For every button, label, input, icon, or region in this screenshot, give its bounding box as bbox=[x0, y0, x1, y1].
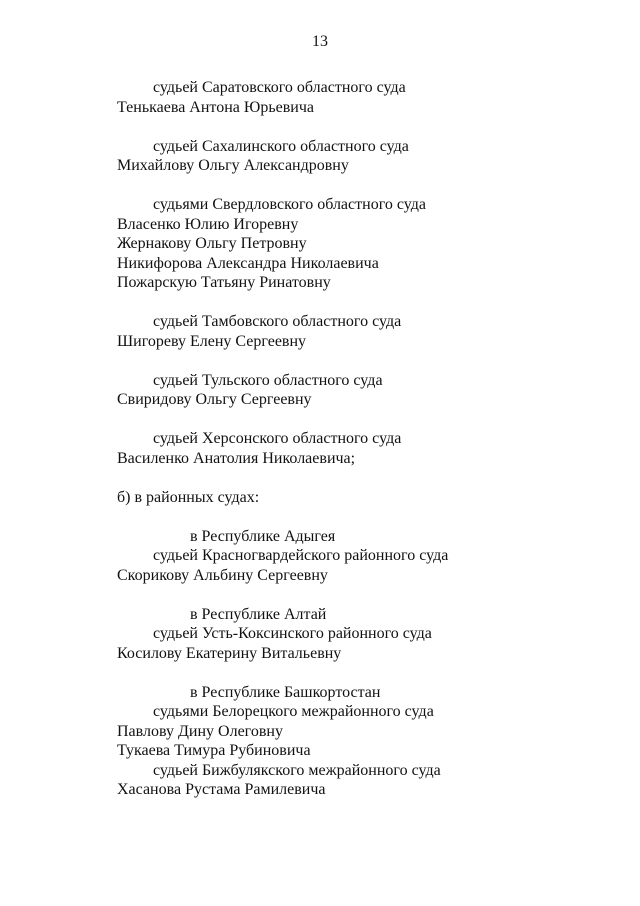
paragraph-gap bbox=[117, 468, 617, 488]
court-position-line: судьей Саратовского областного суда bbox=[153, 79, 406, 96]
section-heading: б) в районных судах: bbox=[117, 488, 260, 506]
judge-name-line: Жернакову Ольгу Петровну bbox=[117, 235, 307, 252]
paragraph-gap bbox=[117, 176, 617, 196]
court-position-line: судьями Свердловского областного суда bbox=[153, 196, 426, 213]
judge-name-line: Тукаева Тимура Рубиновича bbox=[117, 742, 311, 759]
paragraph-gap bbox=[117, 410, 617, 430]
paragraph-gap bbox=[117, 293, 617, 313]
judge-name-line: Скорикову Альбину Сергеевну bbox=[117, 566, 328, 584]
judge-name-line: Шигореву Елену Сергеевну bbox=[117, 332, 307, 350]
judge-name-line: Хасанова Рустама Рамилевича bbox=[117, 781, 326, 798]
court-position-line: судьями Белорецкого межрайонного суда bbox=[153, 703, 434, 720]
court-position-line: судьей Сахалинского областного суда bbox=[153, 137, 409, 155]
judge-name-line: Михайлову Ольгу Александровну bbox=[117, 157, 349, 174]
court-position-line: судьей Усть-Коксинского районного суда bbox=[153, 625, 432, 642]
court-position-line: судьей Херсонского областного суда bbox=[153, 430, 402, 447]
judge-name-line: Никифорова Александра Николаевича bbox=[117, 254, 379, 272]
court-position-line: судьей Тульского областного суда bbox=[153, 371, 383, 389]
judge-name-line: Пожарскую Татьяну Ринатовну bbox=[117, 274, 331, 291]
court-position-line: судьей Бижбулякского межрайонного суда bbox=[153, 761, 441, 779]
court-position-line: судьей Красногвардейского районного суда bbox=[153, 547, 449, 564]
judge-name-line: Свиридову Ольгу Сергеевну bbox=[117, 391, 312, 408]
paragraph-gap bbox=[117, 585, 617, 605]
paragraph-gap bbox=[117, 351, 617, 371]
judge-name-line: Павлову Дину Олеговну bbox=[117, 722, 283, 740]
paragraph-gap bbox=[117, 663, 617, 683]
document-body bbox=[117, 78, 617, 800]
judge-name-line: Тенькаева Антона Юрьевича bbox=[117, 98, 314, 116]
region-heading: в Республике Башкортостан bbox=[190, 683, 381, 701]
judge-name-line: Василенко Анатолия Николаевича; bbox=[117, 449, 356, 467]
region-heading: в Республике Адыгея bbox=[190, 527, 336, 545]
page-number: 13 bbox=[312, 33, 328, 50]
paragraph-gap bbox=[117, 507, 617, 527]
judge-name-line: Власенко Юлию Игоревну bbox=[117, 215, 299, 233]
region-heading: в Республике Алтай bbox=[190, 605, 327, 623]
paragraph-gap bbox=[117, 117, 617, 137]
judge-name-line: Косилову Екатерину Витальевну bbox=[117, 644, 342, 662]
court-position-line: судьей Тамбовского областного суда bbox=[153, 313, 402, 330]
